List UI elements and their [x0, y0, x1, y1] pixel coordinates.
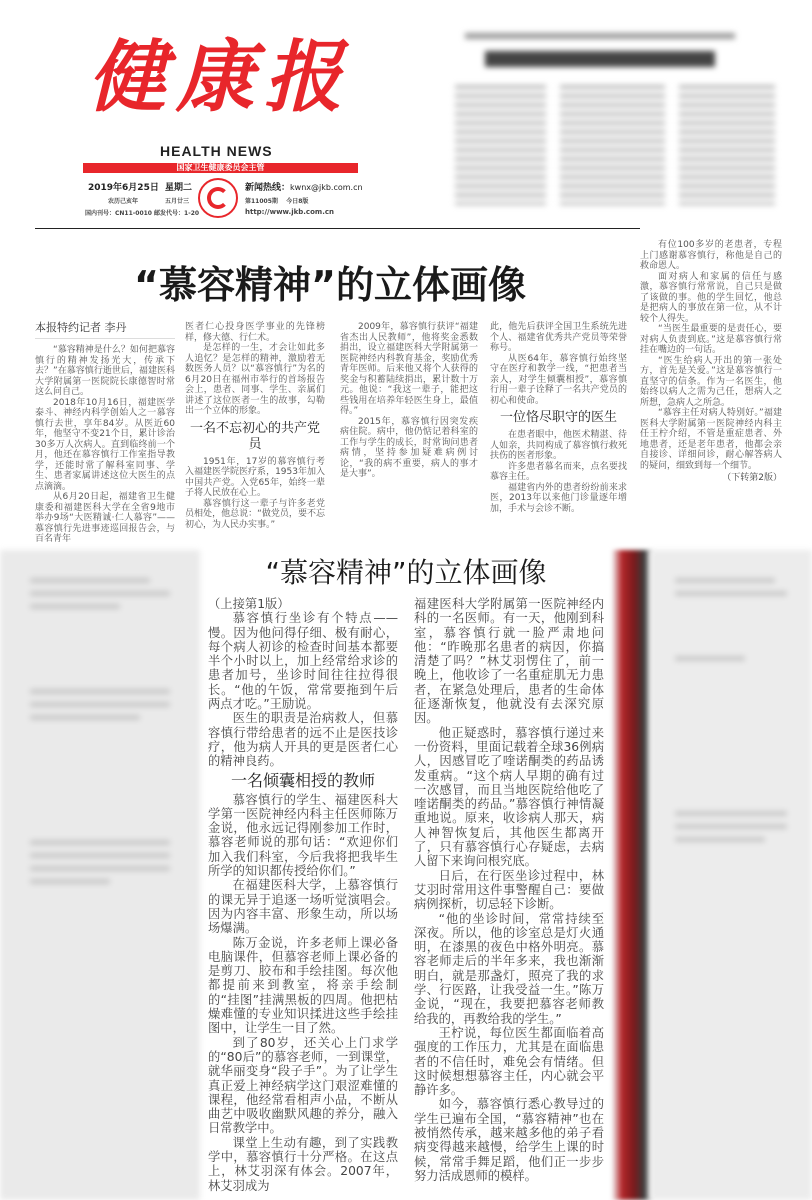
sponsor-bar: 国家卫生健康委员会主管 [83, 163, 358, 173]
front-headline: “慕容精神”的立体画像 [134, 263, 526, 307]
paragraph: 课堂上生动有趣，到了实践教学中，慕容慎行十分严格。在这点上，林艾羽深有体会。2007年，林艾羽成为 [208, 1135, 398, 1193]
hotline-label: 新闻热线： [245, 183, 291, 193]
weekday-text: 星期二 [165, 183, 193, 193]
continued-note: （下转第2版） [722, 473, 782, 483]
blurred-right-page [650, 550, 812, 1200]
paragraph: 2018年10月16日，福建医学泰斗、神经内科学创始人之一慕容慎行去世，享年84岁。从医近60年，他坚守不变21个日，累计诊治30多万人次病人。直到临终前一个月，他还在慕容慎行工作室指导教学，还能时常了解科室同事、学生、患者家属讲述这位大医生的点点滴滴。 [35, 397, 175, 492]
hotline-block [245, 180, 363, 216]
page-count: 今日8版 [286, 198, 309, 205]
weekday [165, 180, 192, 205]
paragraph: 日后，在行医坐诊过程中，林艾羽时常用这件事警醒自己：要做病例探析，切忌轻下诊断。 [414, 868, 604, 912]
paragraph: “医生给病人开出的第一张处方，首先是关爱。”这是慕容慎行一直坚守的信条。作为一名医生，他始终以病人之需为己任，想病人之所想，急病人之所急。 [640, 355, 782, 408]
lunar-year: 农历己亥年 [108, 198, 139, 205]
paragraph: 从医64年，慕容慎行始终坚守在医疗和教学一线，“把患者当亲人，对学生倾囊相授”，慕容慎行用一辈子诠释了一名共产党员的初心和使命。 [490, 353, 627, 406]
paragraph: 慕容慎行的学生、福建医科大学第一医院神经内科主任医师陈万金说，他永远记得刚参加工作时，慕容老师说的那句话：“欢迎你们加入我们科室，今后我将把我毕生所学的知识都传授给你们。” [208, 792, 398, 879]
paragraph: 面对病人和家属的信任与感激，慕容慎行常常说，自己只是做了该做的事。他的学生回忆，他总是把病人的事放在第一位，从不计较个人得失。 [640, 271, 782, 324]
website-link[interactable]: http://www.jkb.com.cn [245, 208, 334, 216]
subhead: 一位恪尽职守的医生 [499, 410, 617, 425]
paragraph: 他正疑惑时，慕容慎行递过来一份资料，里面记载着全球36例病人，因感冒吃了喹诺酮类的药品诱发重病。“这个病人早期的确有过一次感冒，而且当地医院给他吃了喹诺酮类的药品。”慕容慎行神情凝重地说。原来，收诊病人那天，病人神智恢复后，其他医生都离开了，只有慕容慎行心存疑虑，去病人留下来询问根究底。 [414, 725, 604, 869]
paragraph: 1951年，17岁的慕容慎行考入福建医学院医疗系，1953年加入中国共产党。入党65年，始终一辈子将人民放在心上。 [185, 456, 325, 498]
front-column-4 [490, 322, 627, 514]
paragraph: 慕容慎行这一辈子与许多老党员相处，他总说：“做党员，要不忘初心，为人民办实事。” [185, 498, 325, 530]
masthead-logo-title: 健康报 [87, 32, 352, 123]
subhead: 一名倾囊相授的教师 [230, 770, 375, 790]
inner-left-column [208, 597, 398, 1193]
blurred-left-page [0, 550, 200, 1200]
paragraph: 在患者眼中，他医术精湛、待人如亲，共同构成了慕容慎行救死扶伤的医者形象。 [490, 430, 627, 461]
paragraph: 是怎样的一生，才会让如此多人追忆？是怎样的精神，激励着无数医务人员？以“慕容慎行”为名的6月20日在福州市举行的首场报告会上，患者、同事、学生、亲属们讲述了这位医者一生的故事，勾勒出一个立体的形象。 [185, 343, 325, 416]
front-column-2 [185, 322, 325, 530]
paragraph: 许多患者慕名而来，点名要找慕容主任。 [490, 461, 627, 482]
blurred-adjacent-article [455, 25, 775, 220]
paragraph: 2015年，慕容慎行因突发疾病住院。病中，他仍惦记着科室的工作与学生的成长，时常询问患者病情，坚持参加疑难病例讨论，“我的病不重要，病人的事才是大事”。 [340, 416, 478, 479]
inner-right-column [414, 597, 604, 1183]
newspaper-emblem-icon [198, 178, 238, 218]
paragraph: 从6月20日起，福建省卫生健康委和福建医科大学在全省9地市举办9场“大医精诚·仁人慕容”——慕容慎行先进事迹巡回报告会，与百名青年 [35, 492, 175, 544]
paragraph: 在福建医科大学，上慕容慎行的课无异于追逐一场听觉演唱会。因为内容丰富、形象生动，所以场场爆满。 [208, 878, 398, 936]
paragraph: 如今，慕容慎行悉心教导过的学生已遍布全国，“慕容精神”也在被悄然传承，越来越多他的弟子看病变得越来越慢，给学生上课的时候，常常手舞足蹈，他们正一步步努力活成恩师的模样。 [414, 1097, 604, 1183]
paragraph: 福建医科大学附属第一医院神经内科的一名医师。有一天，他刚到科室，慕容慎行就一脸严肃地问他：“昨晚那名患者的病因，你搞清楚了吗？”林艾羽愣住了，前一晚上，他收诊了一名重症肌无力患者，在紧急处理后，患者的生命体征逐渐恢复，他就没有去深究原因。 [414, 597, 604, 726]
paragraph: “慕容精神是什么？如何把慕容慎行的精神发扬光大，传承下去？”在慕容慎行逝世后，福建医科大学附属第一医院院长康德智时常这么问自己。 [35, 345, 175, 397]
date-text: 2019年6月25日 [88, 183, 159, 193]
issue-number: 第11005期 [245, 198, 278, 205]
paragraph: 王柠说，每位医生都面临着高强度的工作压力，尤其是在面临患者的不信任时，难免会有情绪。但这时候想想慕容主任，内心就会平静许多。 [414, 1025, 604, 1098]
hotline-email[interactable]: kwnx@jkb.com.cn [290, 183, 363, 192]
paragraph: 陈万金说，许多老师上课必备电脑课件，但慕容老师上课必备的是剪刀、胶布和手绘挂图。每次他都提前来到教室，将亲手绘制的“挂图”挂满黑板的四周。他把枯燥难懂的专业知识揉进这些手绘挂图中，让学生一目了然。 [208, 935, 398, 1036]
paragraph: “慕容主任对病人特别好。”福建医科大学附属第一医院神经内科主任王柠介绍，不管是重症患者、外地患者，还是老年患者，他都会亲自接诊、详细问诊，耐心解答病人的疑问，细致到每一个细节。 [640, 408, 782, 471]
continued-from-note: （上接第1版） [208, 597, 290, 611]
paragraph: 到了80岁，还关心上门求学的“80后”的慕容老师，一到课堂，就华丽变身“段子手”。为了让学生真正爱上神经病学这门艰涩难懂的课程，他经常看相声小品，不断从曲艺中吸收幽默风趣的养分，融入日常教学中。 [208, 1035, 398, 1136]
paragraph: 慕容慎行坐诊有个特点——慢。因为他问得仔细、极有耐心，每个病人初诊的检查时间基本都要半个小时以上，加上经常给求诊的患者加号，坐诊时间往往拉得很长。“他的午饭，常常要拖到午后两点才吃。”王励说。 [208, 611, 398, 712]
front-column-3 [340, 322, 478, 480]
subhead: 一名不忘初心的共产党员 [189, 420, 320, 452]
front-column-1 [35, 320, 175, 545]
lunar-day: 五月廿三 [165, 198, 190, 205]
paragraph: 医者仁心投身医学事业的先锋榜样，修大德、行仁术。 [185, 322, 325, 343]
masthead-english: HEALTH NEWS [160, 143, 273, 159]
byline: 本报特约记者 李丹 [35, 320, 175, 339]
paragraph: 医生的职责是治病救人，但慕容慎行带给患者的远不止是医技诊疗，他为病人开具的更是医者仁心的精神良药。 [208, 711, 398, 769]
issn-text: 国内刊号：CN11-0010 邮发代号：1-20 [85, 210, 200, 217]
paragraph: 有位100多岁的老患者，专程上门感谢慕容慎行，称他是自己的救命恩人。 [640, 240, 782, 271]
masthead-divider [35, 228, 640, 229]
paragraph: “他的坐诊时间，常常持续至深夜。所以，他的诊室总是灯火通明，在漆黑的夜色中格外明亮。慕容老师走后的半年多来，我也渐渐明白，就是那盏灯，照亮了我的求学、行医路，让我受益一生。”陈万金说，“现在，我要把慕容老师教给我的，再教给我的学生。” [414, 911, 604, 1026]
paragraph: 2009年，慕容慎行获评“福建省杰出人民教师”，他将奖金悉数捐出，设立福建医科大学附属第一医院神经内科教育基金，奖励优秀青年医师。后来他又将个人获得的奖金与积蓄陆续捐出，累计数十万元。他说：“我这一辈子，能把这些钱用在培养年轻医生身上，最值得。” [340, 322, 478, 416]
paragraph: 此，他先后获评全国卫生系统先进个人、福建省优秀共产党员等荣誉称号。 [490, 322, 627, 353]
paragraph: 福建省内外的患者纷纷前来求医，2013年以来他门诊量逐年增加，手术与会诊不断。 [490, 482, 627, 514]
paragraph: “当医生最重要的是责任心，要对病人负责到底。”这是慕容慎行常挂在嘴边的一句话。 [640, 324, 782, 355]
front-column-5 [640, 240, 782, 484]
inner-headline: “慕容精神”的立体画像 [265, 556, 547, 589]
page-edge-strip [612, 550, 652, 1200]
